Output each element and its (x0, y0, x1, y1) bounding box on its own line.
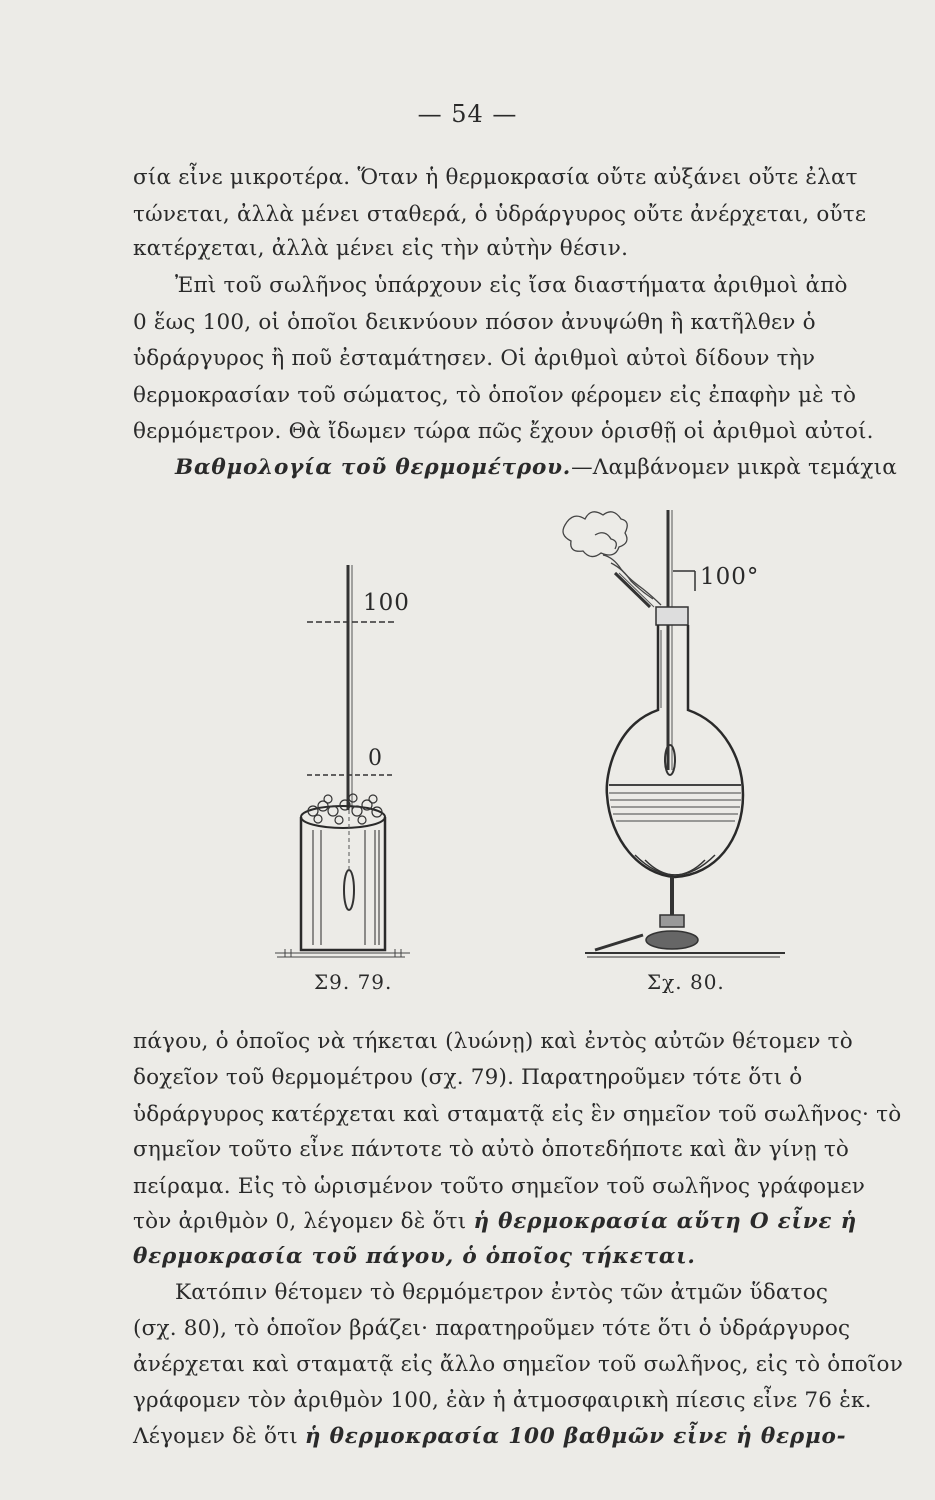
text-line (133, 1207, 893, 1237)
heading-continuation: —Λαμβάνομεν μικρὰ τεμάχια (571, 455, 897, 480)
figure-80-label-100: 100° (700, 564, 760, 590)
ice-pieces (308, 794, 382, 824)
figure-80-boiling-flask (555, 495, 805, 970)
text-line: κατέρχεται, ἀλλὰ μένει εἰς τὴν αὐτὴν θέσιν. (133, 236, 629, 261)
text-line (133, 1242, 893, 1272)
steam-cloud (563, 512, 661, 605)
text-line: (σχ. 80), τὸ ὁποῖον βράζει· παρατηροῦμεν τότε ὅτι ὁ ὑδράργυρος (133, 1316, 851, 1341)
cork-stopper (656, 607, 688, 625)
text-span: Λέγομεν δὲ ὅτι (133, 1424, 305, 1449)
page-number: — 54 — (417, 100, 518, 128)
text-line: πείραμα. Εἰς τὸ ὡρισμένον τοῦτο σημεῖον τοῦ σωλῆνος γράφομεν (133, 1174, 866, 1199)
text-line: ἀνέρχεται καὶ σταματᾷ εἰς ἄλλο σημεῖον τοῦ σωλῆνος, εἰς τὸ ὁποῖον (133, 1352, 903, 1377)
text-line: ὑδράργυρος κατέρχεται καὶ σταματᾷ εἰς ἓν σημεῖον τοῦ σωλῆνος· τὸ (133, 1102, 902, 1127)
text-line (133, 1422, 893, 1452)
emphasis-span: ἡ θερμοκρασία 100 βαθμῶν εἶνε ἡ θερμο- (304, 1424, 847, 1449)
section-heading-line (175, 453, 935, 483)
beaker (301, 806, 385, 950)
text-line: θερμοκρασίαν τοῦ σώματος, τὸ ὁποῖον φέρομεν εἰς ἐπαφὴν μὲ τὸ (133, 383, 857, 408)
text-line: σία εἶνε μικροτέρα. Ὅταν ἡ θερμοκρασία οὔτε αὐξάνει οὔτε ἐλατ (133, 165, 858, 190)
text-line: γράφομεν τὸν ἀριθμὸν 100, ἐὰν ἡ ἀτμοσφαιρικὴ πίεσις εἶνε 76 ἑκ. (133, 1388, 872, 1413)
section-heading: Βαθμολογία τοῦ θερμομέτρου. (175, 455, 572, 480)
burner (585, 855, 785, 957)
text-line: θερμόμετρον. Θὰ ἴδωμεν τώρα πῶς ἔχουν ὁρισθῇ οἱ ἀριθμοὶ αὐτοί. (133, 419, 874, 444)
text-line: ὑδράργυρος ἢ ποῦ ἐσταμάτησεν. Οἱ ἀριθμοὶ αὐτοὶ δίδουν τὴν (133, 346, 816, 371)
text-line: πάγου, ὁ ὁποῖος νὰ τήκεται (λυώνῃ) καὶ ἐντὸς αὐτῶν θέτομεν τὸ (133, 1029, 853, 1054)
text-line: 0 ἕως 100, οἱ ὁποῖοι δεικνύουν πόσον ἀνυψώθη ἢ κατῆλθεν ὁ (133, 310, 816, 335)
text-line: τώνεται, ἀλλὰ μένει σταθερά, ὁ ὑδράργυρος οὔτε ἀνέρχεται, οὔτε (133, 202, 867, 227)
text-line: Κατόπιν θέτομεν τὸ θερμόμετρον ἐντὸς τῶν ἀτμῶν ὕδατος (175, 1280, 829, 1305)
boiling-water (609, 785, 741, 821)
text-line: Ἐπὶ τοῦ σωλῆνος ὑπάρχουν εἰς ἴσα διαστήματα ἀριθμοὶ ἀπὸ (175, 273, 848, 298)
text-line: σημεῖον τοῦτο εἶνε πάντοτε τὸ αὐτὸ ὁποτεδήποτε καὶ ἂν γίνῃ τὸ (133, 1137, 850, 1162)
figure-79-ice-beaker (255, 555, 435, 975)
figure-79-label-100: 100 (363, 590, 410, 616)
emphasis-span: θερμοκρασία τοῦ πάγου, ὁ ὁποῖος τήκεται. (133, 1244, 696, 1269)
text-span: τὸν ἀριθμὸν 0, λέγομεν δὲ ὅτι (133, 1209, 474, 1234)
emphasis-span: ἡ θερμοκρασία αὕτη Ο εἶνε ἡ (473, 1209, 858, 1234)
figure-79-label-0: 0 (368, 746, 383, 771)
figure-80-caption: Σχ. 80. (647, 970, 725, 994)
thermometer-bulb (344, 870, 354, 910)
figure-79-caption: Σ9. 79. (314, 970, 393, 994)
text-line: δοχεῖον τοῦ θερμομέτρου (σχ. 79). Παρατηροῦμεν τότε ὅτι ὁ (133, 1065, 803, 1090)
